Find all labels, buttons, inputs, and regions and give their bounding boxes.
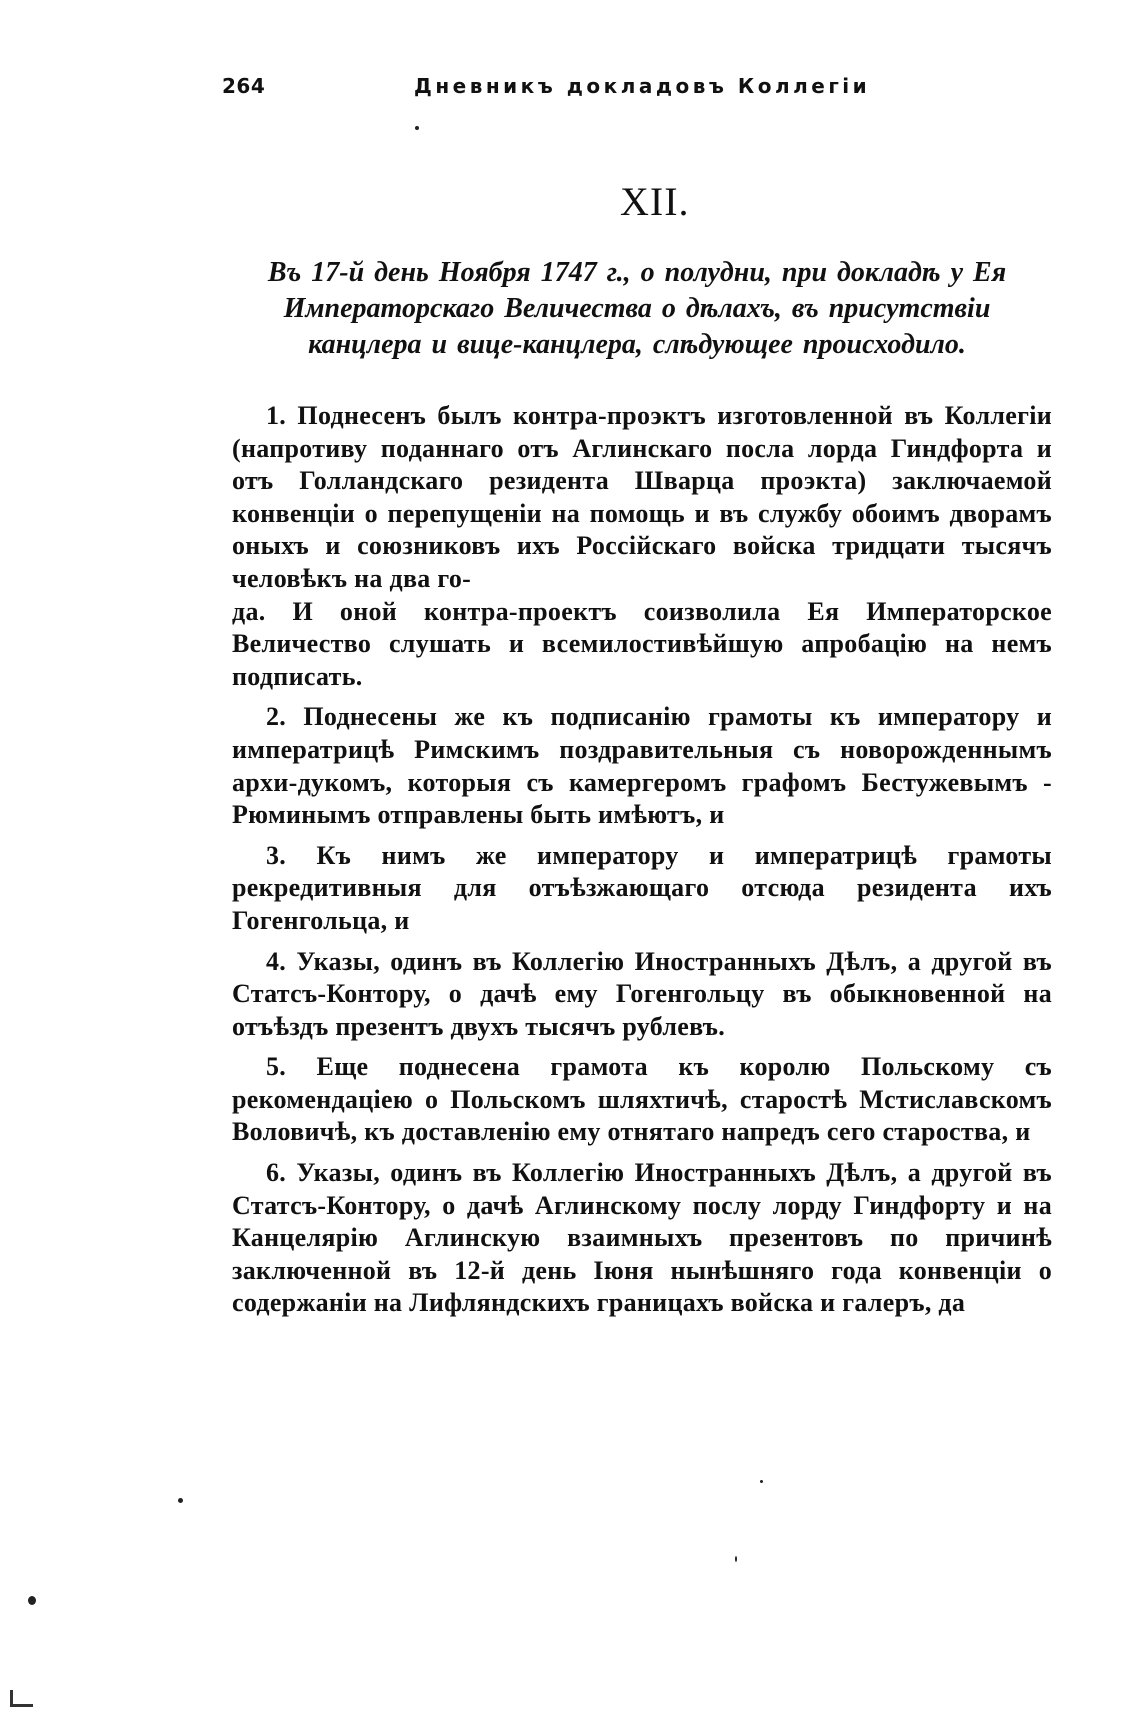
paragraph-3 xyxy=(232,840,1052,938)
page-header xyxy=(222,74,902,104)
intro-heading: Въ 17-й день Ноября 1747 г., о полудни, при докладѣ у Ея Императорскаго Величества о дѣлахъ, въ присутствіи канцлера и вице-канцлера, слѣдующее происходило. xyxy=(267,257,1007,360)
paragraph-text: Указы, одинъ въ Коллегію Иностранныхъ Дѣлъ, а другой въ Статсъ-Контору, о дачѣ ему Гогенгольцу въ обыкновенной на отъѣздъ презентъ двухъ тысячъ рублевъ. xyxy=(232,946,1052,1041)
section-number: XII. xyxy=(620,179,690,224)
scan-speck xyxy=(415,126,419,130)
page-number: 264 xyxy=(222,74,266,98)
paragraph-number: 1. xyxy=(266,401,287,430)
paragraph-number: 5. xyxy=(266,1052,287,1082)
paragraph-number: 2. xyxy=(266,702,287,732)
paragraph-number: 3. xyxy=(266,840,287,870)
scan-corner-mark xyxy=(10,1690,33,1707)
body-text xyxy=(232,400,1052,1328)
paragraph-text: Еще поднесена грамота къ королю Польскому съ рекомендаціею о Польскомъ шляхтичѣ, старостѣ Мстиславскомъ Воловичѣ, къ доставленію ему отнятаго напредъ сего староства, и xyxy=(232,1052,1052,1147)
paragraph-number: 4. xyxy=(266,946,287,976)
paragraph-number: 6. xyxy=(266,1158,287,1188)
paragraph-text: Поднесены же къ подписанію грамоты къ императору и императрицѣ Римскимъ поздравительныя съ новорожденнымъ архи-дукомъ, которыя съ камергеромъ графомъ Бестужевымъ - Рюминымъ отправлены быть имѣютъ, и xyxy=(232,702,1052,830)
paragraph-4 xyxy=(232,946,1052,1044)
scan-speck xyxy=(28,1596,36,1605)
running-title: Дневникъ докладовъ Коллегіи xyxy=(414,74,871,98)
paragraph-text: Поднесенъ былъ контра-проэктъ изготовленной въ Коллегіи (напротиву поданнаго отъ Аглинскаго посла лорда Гиндфорта и отъ Голландскаго резидента Шварца проэкта) заключаемой конвенціи о перепущеніи на помощь и въ службу обоимъ дворамъ оныхъ и союзниковъ ихъ Россійскаго войска тридцати тысячъ человѣкъ на два го- да. И оной контра-проектъ соизволила Ея Императорское Величество слушать и всемилостивѣйшую апробацію на немъ подписать. xyxy=(232,401,1052,691)
paragraph-5 xyxy=(232,1051,1052,1149)
paragraph-6 xyxy=(232,1157,1052,1320)
scan-speck xyxy=(760,1480,763,1483)
scan-speck xyxy=(735,1556,737,1562)
scan-speck xyxy=(178,1498,183,1503)
paragraph-text: Къ нимъ же императору и императрицѣ грамоты рекредитивныя для отъѣзжающаго отсюда резидента ихъ Гогенгольца, и xyxy=(232,840,1052,935)
paragraph-2 xyxy=(232,701,1052,831)
paragraph-1 xyxy=(232,400,1052,693)
paragraph-text: Указы, одинъ въ Коллегію Иностранныхъ Дѣлъ, а другой въ Статсъ-Контору, о дачѣ Аглинскому послу лорду Гиндфорту и на Канцелярію Аглинскую взаимныхъ презентовъ по причинѣ заключенной въ 12-й день Іюня нынѣшняго года конвенціи о содержаніи на Лифляндскихъ границахъ войска и галеръ, да xyxy=(232,1158,1052,1318)
